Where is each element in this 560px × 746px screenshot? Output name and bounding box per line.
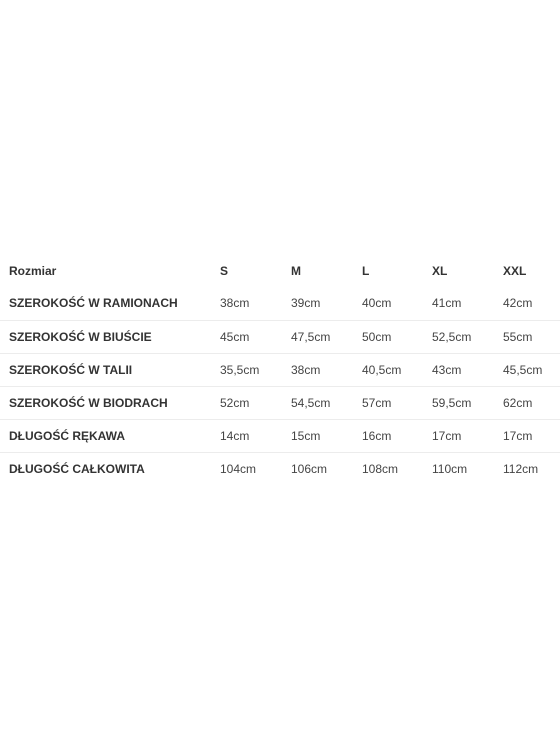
header-size-s: S [220, 263, 229, 278]
table-cell: 35,5cm [220, 353, 291, 386]
row-label-hip-width: SZEROKOŚĆ W BIODRACH [0, 386, 220, 419]
size-chart-table [0, 254, 560, 485]
table-cell: 45cm [220, 320, 291, 353]
table-cell: 40,5cm [362, 353, 432, 386]
row-label-waist-width: SZEROKOŚĆ W TALII [0, 353, 220, 386]
table-cell: 17cm [432, 419, 503, 452]
header-size-label: Rozmiar [9, 263, 57, 278]
table-row [0, 452, 560, 485]
row-label-total-length: DŁUGOŚĆ CAŁKOWITA [0, 452, 220, 485]
table-header-row [0, 254, 560, 287]
table-cell: 47,5cm [291, 320, 362, 353]
header-size-xxl: XXL [503, 263, 527, 278]
table-cell: 14cm [220, 419, 291, 452]
table-cell: 57cm [362, 386, 432, 419]
table-cell: 55cm [503, 320, 560, 353]
table-cell: 15cm [291, 419, 362, 452]
table-cell: 112cm [503, 452, 560, 485]
table-cell: 42cm [503, 296, 533, 311]
table-cell: 38cm [220, 296, 250, 311]
table-cell: 59,5cm [432, 386, 503, 419]
table-cell: 17cm [503, 419, 560, 452]
table-cell: 40cm [362, 296, 392, 311]
row-label-shoulder-width: SZEROKOŚĆ W RAMIONACH [9, 296, 178, 311]
table-cell: 43cm [432, 353, 503, 386]
table-cell: 50cm [362, 320, 432, 353]
table-cell: 52,5cm [432, 320, 503, 353]
table-cell: 41cm [432, 296, 462, 311]
table-cell: 104cm [220, 452, 291, 485]
row-label-sleeve-length: DŁUGOŚĆ RĘKAWA [0, 419, 220, 452]
table-cell: 39cm [291, 296, 321, 311]
table-row [0, 353, 560, 386]
table-cell: 54,5cm [291, 386, 362, 419]
row-label-bust-width: SZEROKOŚĆ W BIUŚCIE [0, 320, 220, 353]
table-row [0, 386, 560, 419]
header-size-xl: XL [432, 263, 448, 278]
table-cell: 108cm [362, 452, 432, 485]
table-row [0, 287, 560, 320]
table-cell: 110cm [432, 452, 503, 485]
table-cell: 62cm [503, 386, 560, 419]
table-cell: 52cm [220, 386, 291, 419]
header-size-l: L [362, 263, 370, 278]
table-row [0, 320, 560, 353]
table-cell: 38cm [291, 353, 362, 386]
header-size-m: M [291, 263, 301, 278]
table-cell: 45,5cm [503, 353, 560, 386]
table-row [0, 419, 560, 452]
table-cell: 106cm [291, 452, 362, 485]
table-cell: 16cm [362, 419, 432, 452]
